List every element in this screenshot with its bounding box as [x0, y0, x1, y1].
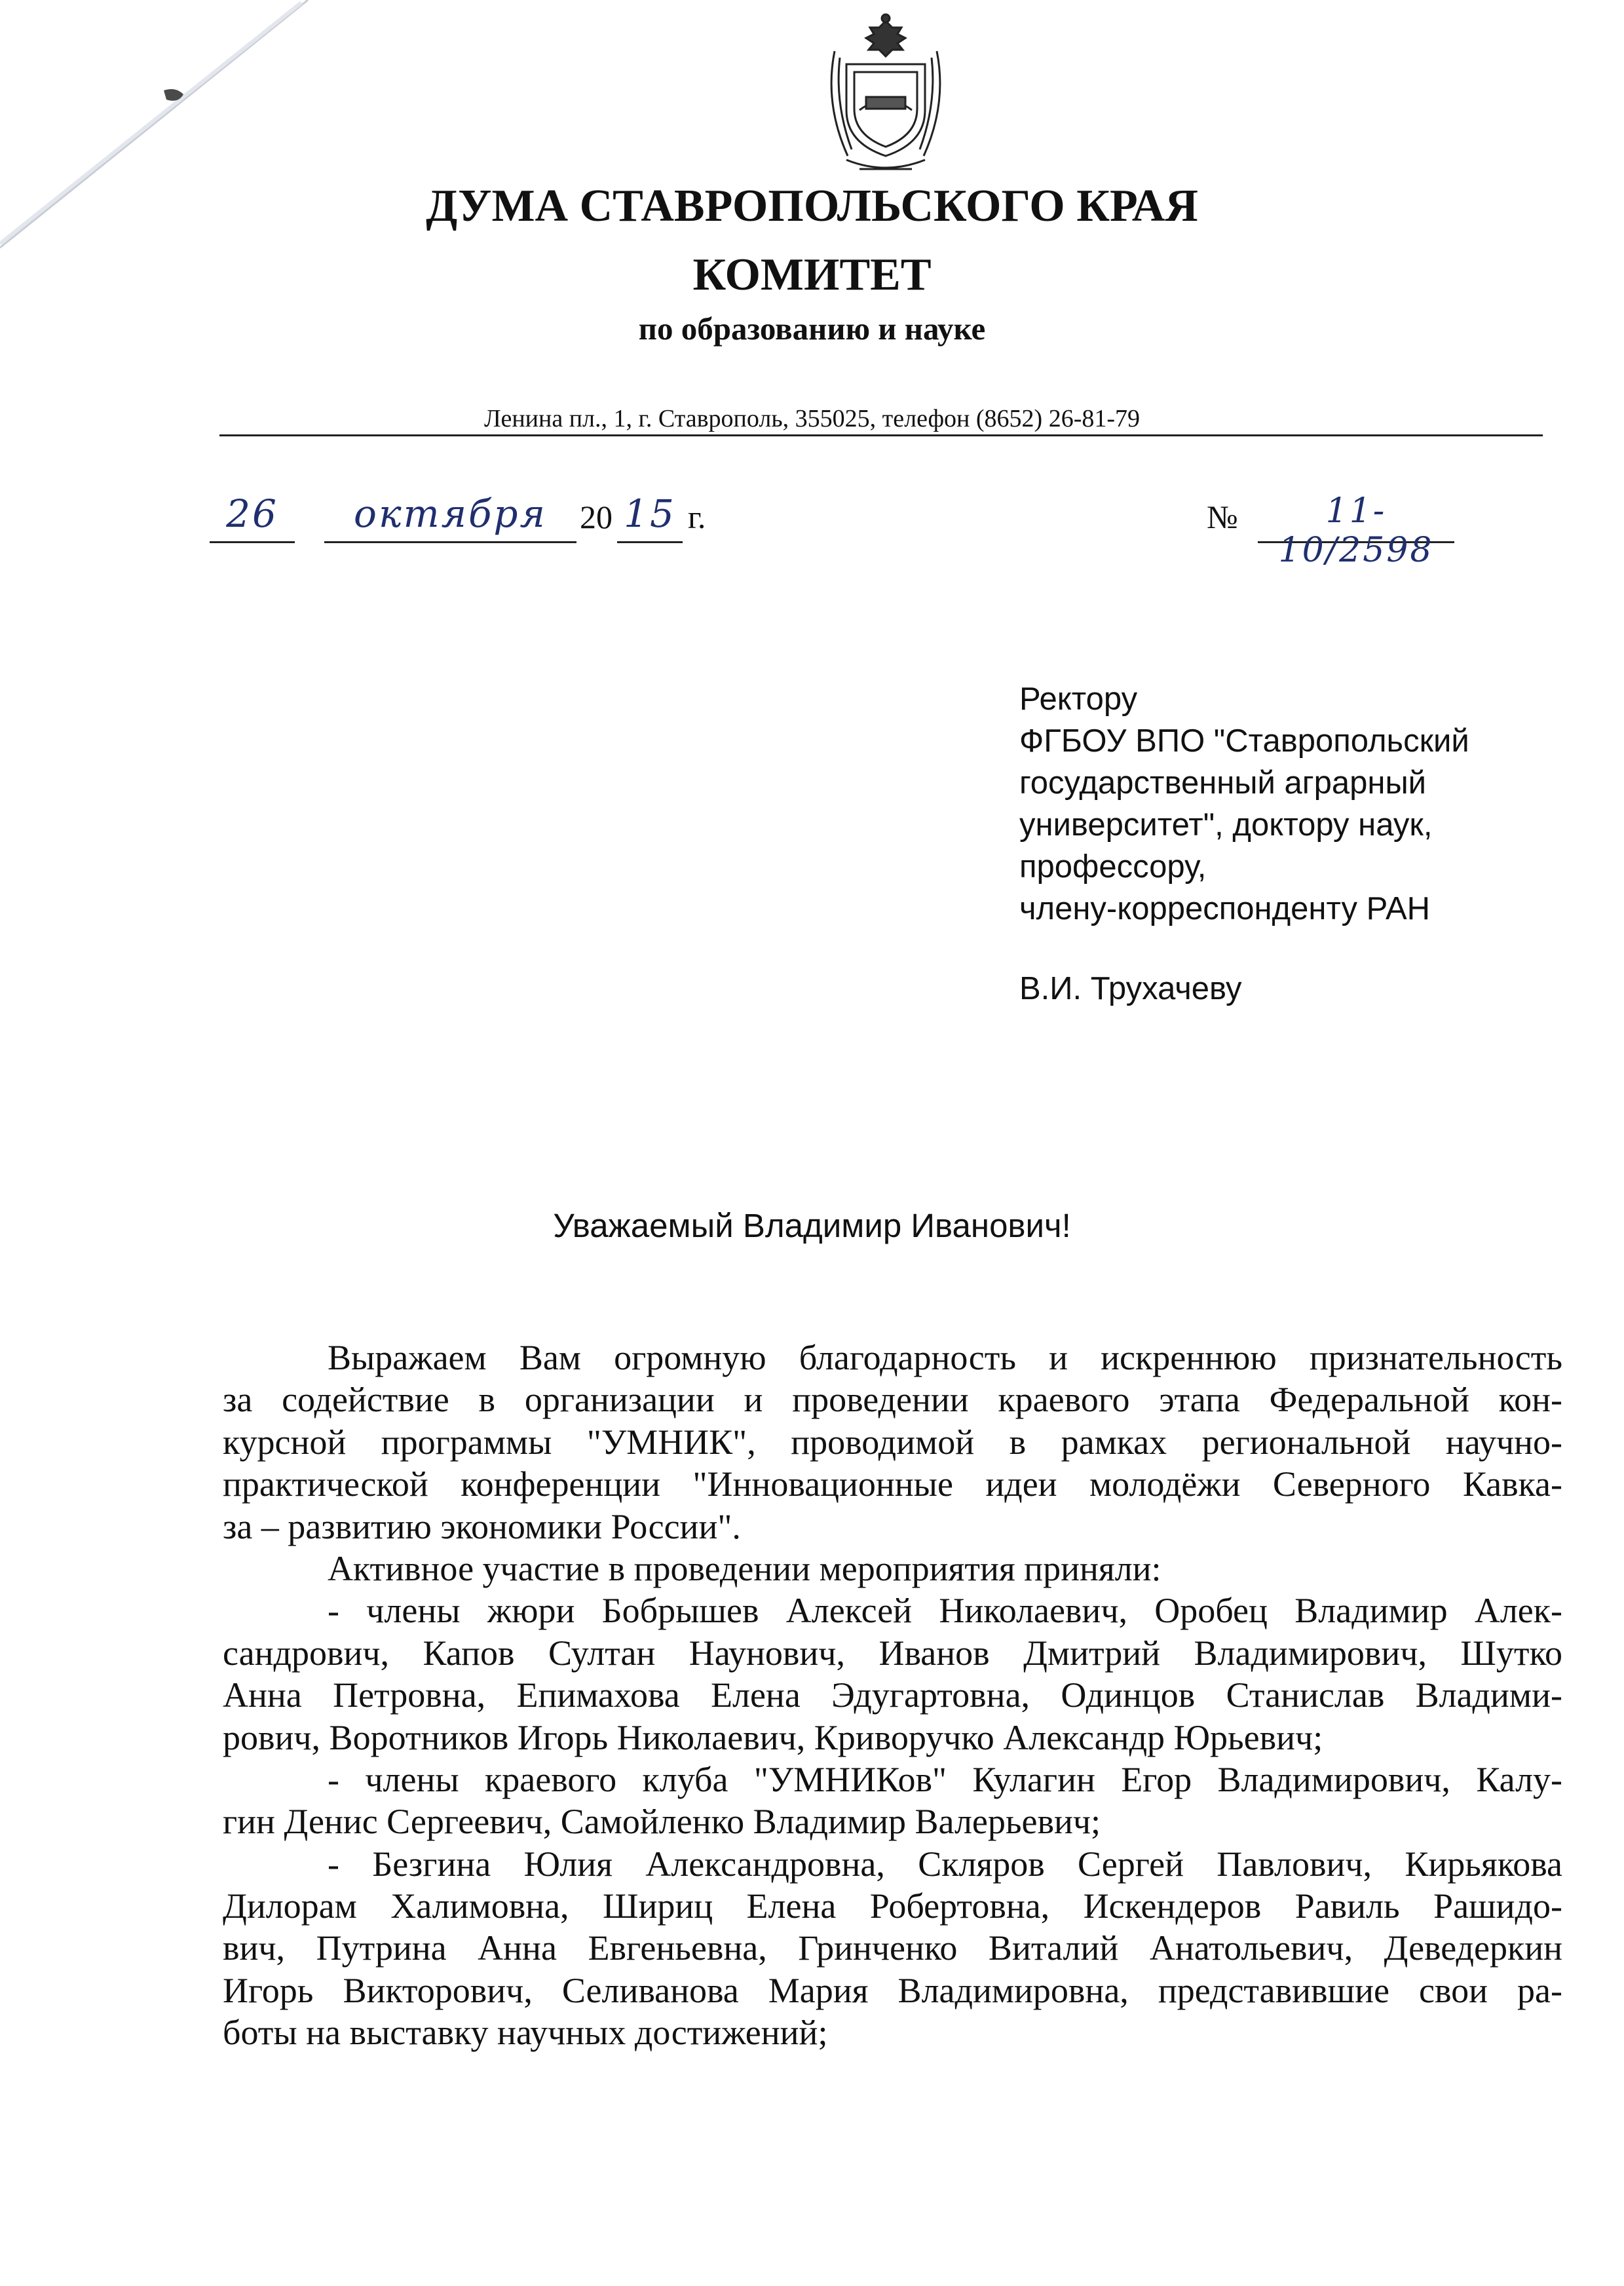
- body-line: курсной программы "УМНИК", проводимой в рамках региональной научно-: [223, 1422, 1562, 1462]
- committee-title: КОМИТЕТ: [692, 250, 932, 300]
- body-line: за содействие в организации и проведении краевого этапа Федеральной кон-: [223, 1380, 1562, 1420]
- date-year-label: г.: [688, 499, 706, 535]
- addressee-line: ФГБОУ ВПО "Ставропольский: [1019, 723, 1469, 759]
- addressee-line: члену-корреспонденту РАН: [1019, 891, 1431, 926]
- date-month-field: [324, 485, 576, 543]
- body-line: - Безгина Юлия Александровна, Скляров Сергей Павлович, Кирьякова: [328, 1844, 1562, 1884]
- document-number-value: 11-10/2598: [1278, 491, 1434, 570]
- committee-subtitle: по образованию и науке: [638, 311, 986, 347]
- body-line: боты на выставку научных достижений;: [223, 2013, 828, 2053]
- body-line: вич, Путрина Анна Евгеньевна, Гринченко Виталий Анатольевич, Деведеркин: [223, 1928, 1562, 1968]
- body-line: сандрович, Капов Султан Наунович, Иванов Дмитрий Владимирович, Шутко: [223, 1633, 1562, 1673]
- number-label: №: [1207, 499, 1238, 535]
- document-number-field: [1258, 485, 1454, 570]
- letterhead-divider: [219, 434, 1543, 436]
- date-year-field: [617, 485, 683, 543]
- body-line: Активное участие в проведении мероприятия приняли:: [328, 1548, 1161, 1588]
- body-line: гин Денис Сергеевич, Самойленко Владимир Валерьевич;: [223, 1802, 1101, 1842]
- date-and-number-row: [210, 485, 1454, 570]
- body-line: - члены жюри Бобрышев Алексей Николаевич, Оробец Владимир Алек-: [328, 1591, 1562, 1631]
- letterhead-address: Ленина пл., 1, г. Ставрополь, 355025, телефон (8652) 26-81-79: [483, 405, 1141, 432]
- addressee-line: Ректору: [1019, 681, 1138, 717]
- addressee-block: [1019, 678, 1576, 1010]
- salutation: Уважаемый Владимир Иванович!: [553, 1207, 1071, 1244]
- addressee-line: государственный аграрный: [1019, 765, 1427, 801]
- body-line: практической конференции "Инновационные идеи молодёжи Северного Кавка-: [223, 1464, 1562, 1504]
- date-day-value: 26: [226, 491, 278, 536]
- addressee-line: университет", доктору наук,: [1019, 807, 1433, 843]
- body-line: Выражаем Вам огромную благодарность и искреннюю признательность: [328, 1338, 1562, 1377]
- coat-of-arms-icon: [820, 12, 951, 176]
- body-line: Игорь Викторович, Селиванова Мария Владимировна, представившие свои ра-: [223, 1970, 1562, 2010]
- org-title: ДУМА СТАВРОПОЛЬСКОГО КРАЯ: [426, 181, 1198, 231]
- addressee-name: В.И. Трухачеву: [1019, 971, 1242, 1006]
- body-line: - члены краевого клуба "УМНИКов" Кулагин Егор Владимирович, Калу-: [328, 1759, 1562, 1799]
- date-year-prefix: 20: [580, 499, 613, 535]
- addressee-line: профессору,: [1019, 849, 1207, 885]
- date-day-field: [210, 485, 295, 543]
- body-line: Дилорам Халимовна, Шириц Елена Робертовна, Искендеров Равиль Рашидо-: [223, 1886, 1562, 1926]
- body-line: Анна Петровна, Епимахова Елена Эдугартовна, Одинцов Станислав Владими-: [223, 1675, 1562, 1715]
- date-year-value: 15: [624, 491, 676, 536]
- letter-body: [223, 1337, 1562, 2054]
- body-line: за – развитию экономики России".: [223, 1506, 741, 1546]
- date-month-value: октября: [354, 491, 547, 536]
- body-line: рович, Воротников Игорь Николаевич, Криворучко Александр Юрьевич;: [223, 1717, 1323, 1757]
